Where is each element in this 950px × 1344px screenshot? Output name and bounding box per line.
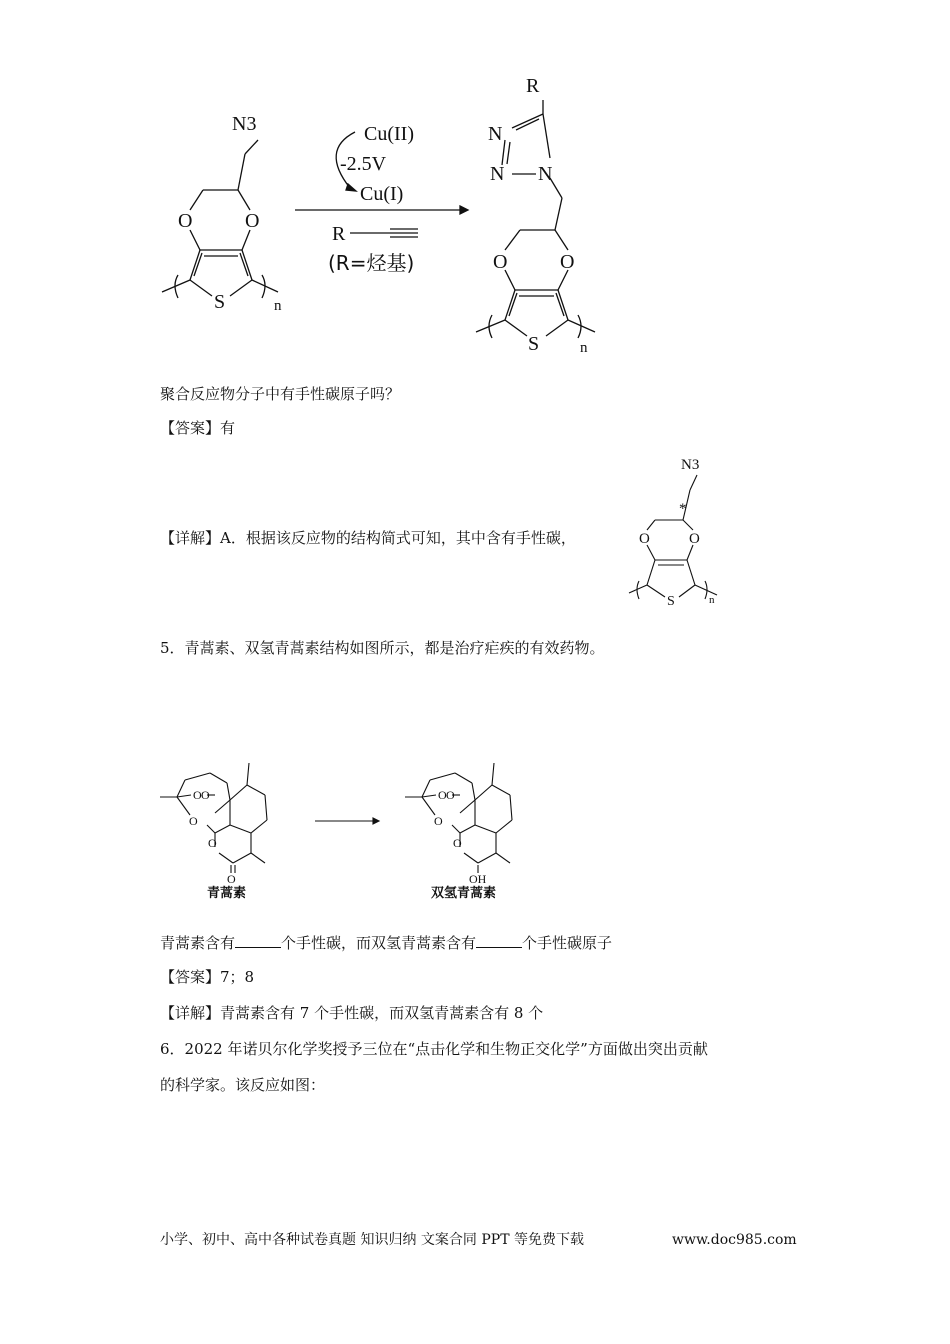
q6-stem-line1: 6．2022 年诺贝尔化学奖授予三位在“点击化学和生物正交化学”方面做出突出贡献: [160, 1040, 708, 1058]
artemisinin-o2: O: [201, 788, 210, 802]
artemisinin-name: 青蒿素: [207, 886, 247, 901]
answer-label: 【答案】有: [160, 419, 236, 437]
reactant-s-label: S: [214, 291, 226, 313]
condition-cu-i: Cu(I): [360, 183, 404, 205]
product-repeat-n: n: [580, 340, 588, 356]
reactant-repeat-n: n: [274, 298, 282, 314]
condition-r-note: (R=烃基): [328, 251, 415, 275]
product-n3: N: [538, 163, 553, 185]
chiral-s-label: S: [667, 594, 675, 609]
artemisinin-figure: [155, 755, 535, 905]
chiral-structure-figure: [625, 445, 735, 610]
chiral-o-left: O: [639, 531, 650, 547]
condition-cu-ii: Cu(II): [364, 123, 414, 145]
product-n2: N: [490, 163, 505, 185]
q5-blank-part1: 青蒿素含有: [160, 934, 236, 952]
question-chiral-carbon: 聚合反应物分子中有手性碳原子吗？: [160, 385, 401, 403]
blank-2: [476, 933, 522, 948]
q5-blank-part2: 个手性碳，而双氢青蒿素含有: [281, 934, 477, 952]
reaction-figure: [150, 70, 620, 370]
q5-answer: 【答案】7；8: [160, 968, 255, 986]
artemisinin-o3: O: [189, 814, 198, 828]
dha-name: 双氢青蒿素: [431, 886, 497, 901]
chiral-o-right: O: [689, 531, 700, 547]
condition-alkyne-r: R: [332, 223, 346, 245]
reactant-azide-label: N3: [232, 113, 257, 135]
reactant-o-left: O: [178, 210, 193, 232]
chiral-repeat-n: n: [709, 594, 715, 606]
product-o-left: O: [493, 251, 508, 273]
q5-detail: 【详解】青蒿素含有 7 个手性碳，而双氢青蒿素含有 8 个: [160, 1004, 544, 1022]
dha-o2: O: [446, 788, 455, 802]
chiral-structure-svg: [625, 445, 735, 610]
q5-blank-part3: 个手性碳原子: [522, 934, 613, 952]
detail-text: 【详解】A．根据该反应物的结构简式可知，其中含有手性碳，: [160, 529, 576, 547]
q5-stem: 5．青蒿素、双氢青蒿素结构如图所示，都是治疗疟疾的有效药物。: [160, 639, 605, 657]
reaction-scheme-svg: [150, 70, 620, 370]
q6-stem-line2: 的科学家。该反应如图：: [160, 1076, 326, 1094]
product-r-label: R: [526, 75, 540, 97]
artemisinin-o5: O: [227, 872, 236, 886]
chiral-star: *: [679, 501, 687, 517]
dha-oh: OH: [469, 872, 487, 886]
artemisinin-o4: O: [208, 836, 217, 850]
q5-blank-question: [160, 933, 612, 953]
dha-o1: O: [438, 788, 447, 802]
footer-site-link[interactable]: www.doc985.com: [672, 1232, 797, 1248]
dha-o3: O: [434, 814, 443, 828]
blank-1: [235, 933, 281, 948]
reactant-o-right: O: [245, 210, 260, 232]
product-o-right: O: [560, 251, 575, 273]
chiral-azide-label: N3: [681, 457, 700, 473]
artemisinin-svg: [155, 755, 535, 905]
dha-o4: O: [453, 836, 462, 850]
artemisinin-o1: O: [193, 788, 202, 802]
condition-voltage: -2.5V: [340, 153, 387, 175]
footer-text: 小学、初中、高中各种试卷真题 知识归纳 文案合同 PPT 等免费下载: [160, 1232, 584, 1248]
product-s-label: S: [528, 333, 540, 355]
product-n1: N: [488, 123, 503, 145]
